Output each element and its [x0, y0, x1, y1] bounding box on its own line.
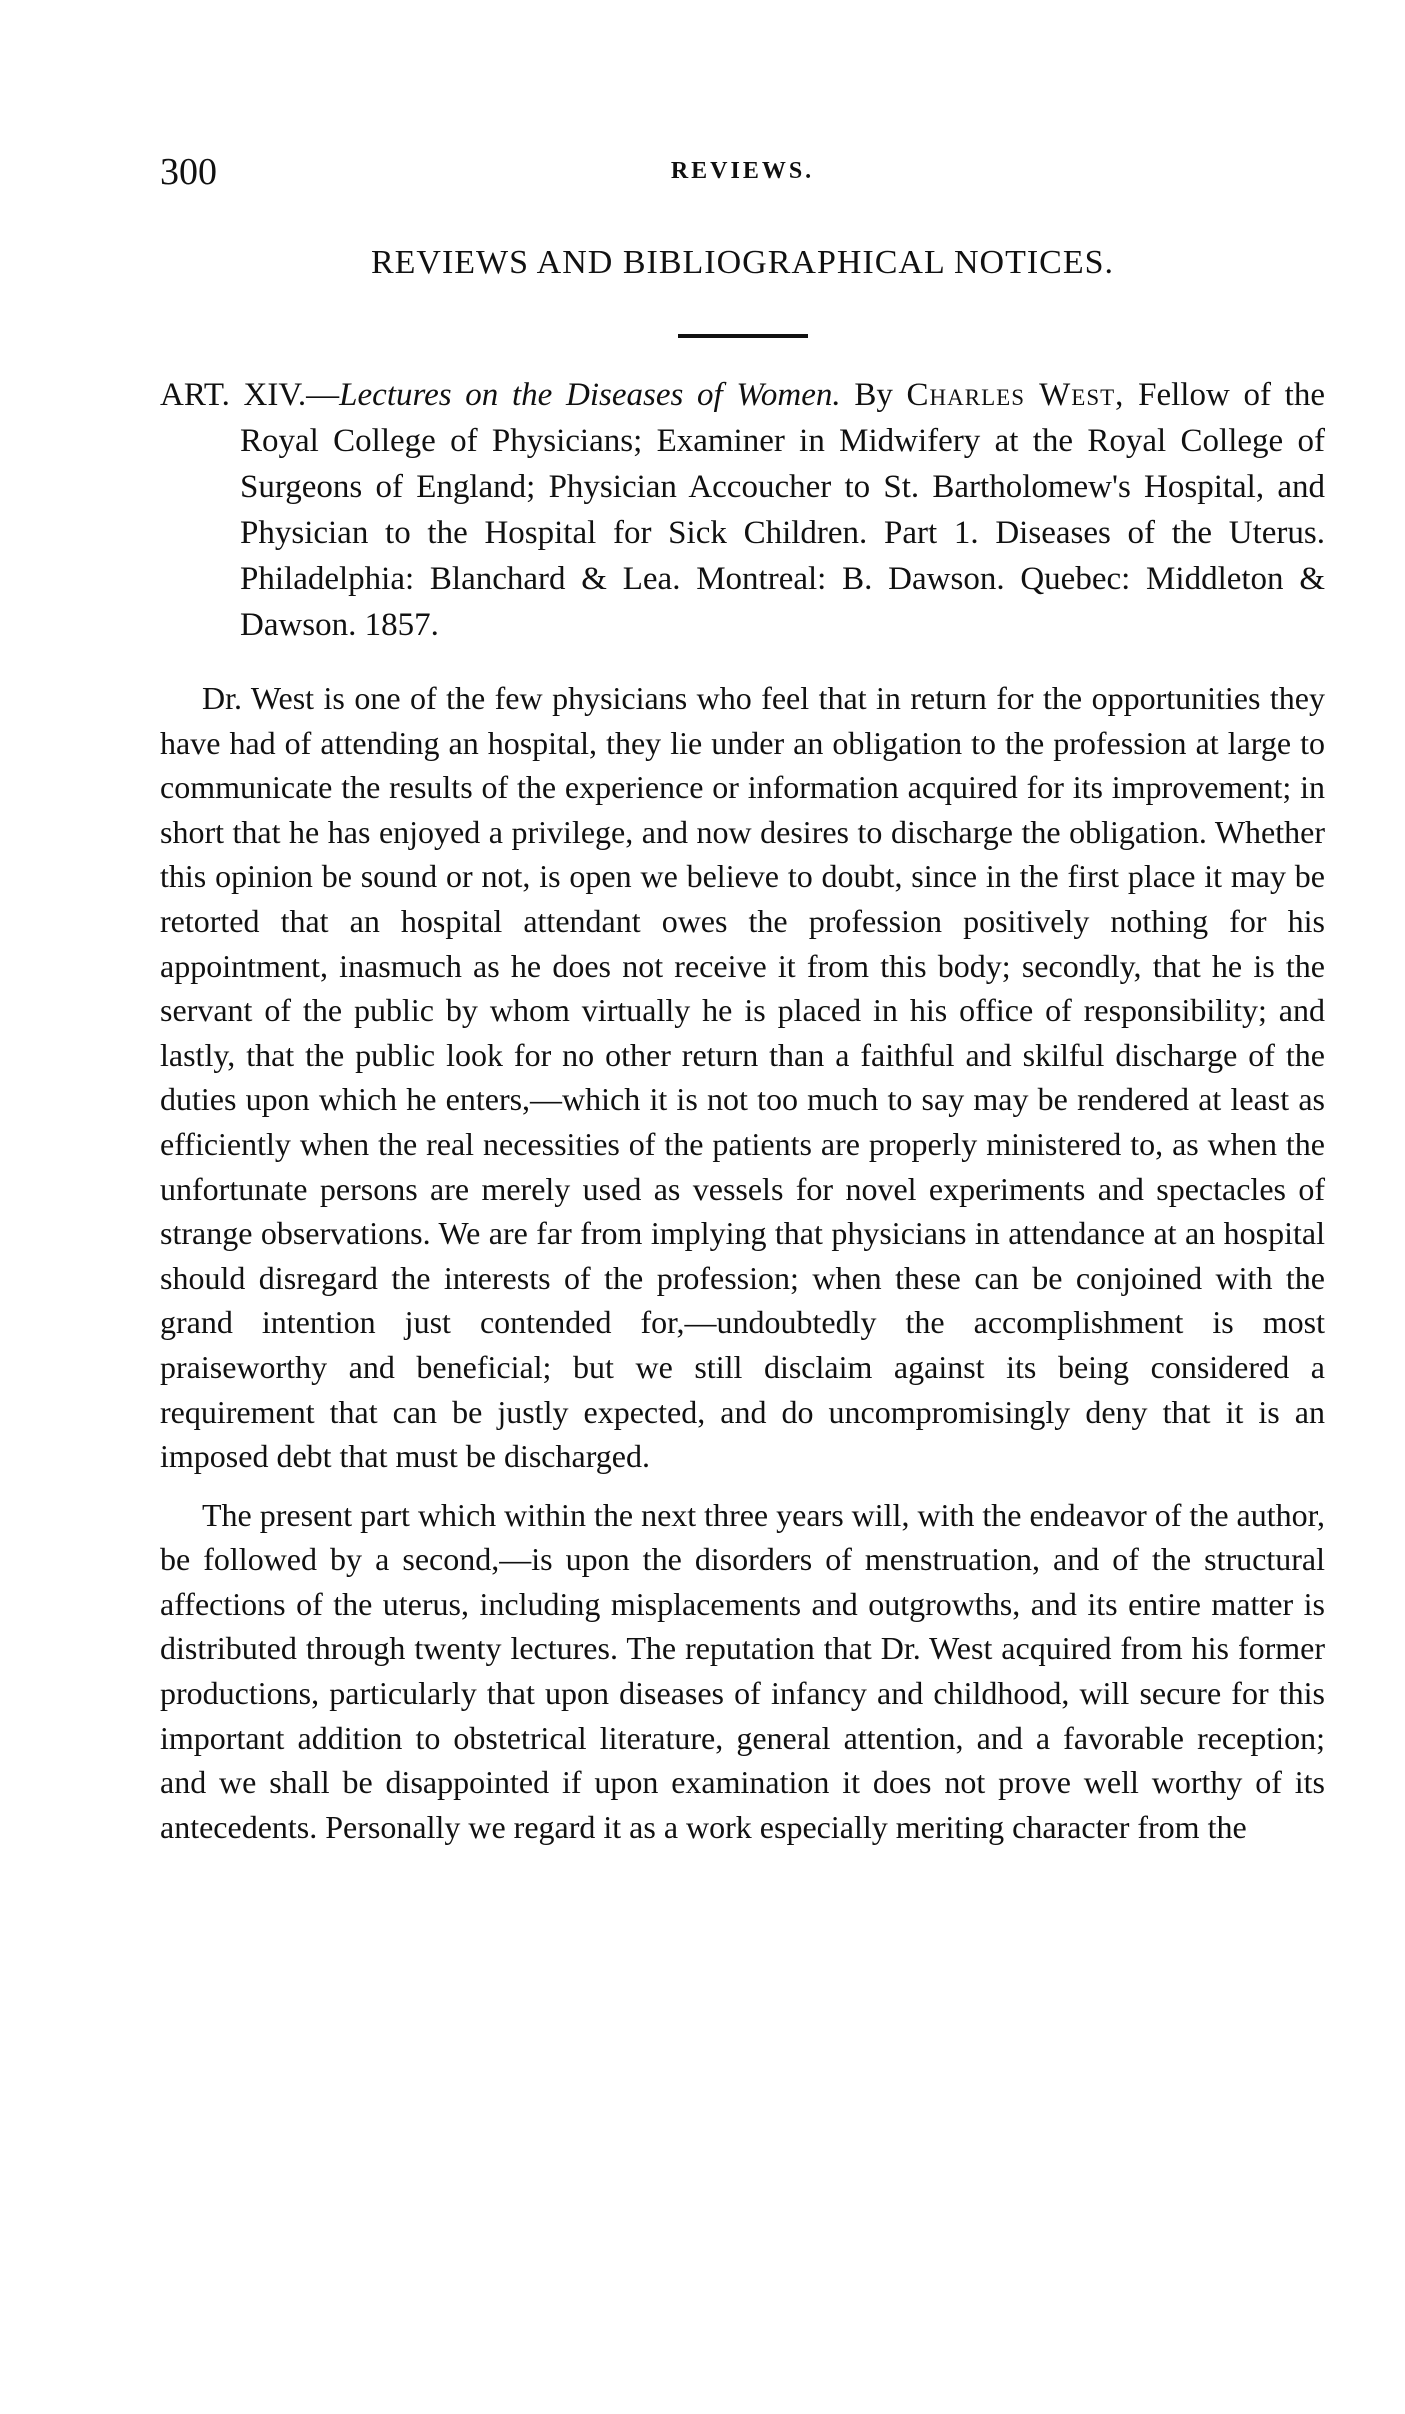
article-by: By	[840, 377, 907, 413]
article-author: Charles West,	[906, 377, 1125, 413]
article-heading	[160, 372, 1325, 648]
body-paragraph: The present part which within the next three years will, with the endeavor of the author, be followed by a second,—is upon the disorders of menstruation, and of the structural affections of the uterus, including misplacements and outgrowths, and its entire matter is distributed through twenty lectures. The reputation that Dr. West acquired from his former productions, particularly that upon diseases of infancy and childhood, will secure for this important addition to obstetrical literature, general attention, and a favorable reception; and we shall be disappointed if upon examination it does not prove well worthy of its antecedents. Personally we regard it as a work especially meriting character from the	[160, 1496, 1325, 1845]
article-details: Fellow of the Royal College of Physicians; Examiner in Midwifery at the Royal College of Surgeons of England; Physician Accoucher to St. Bartholomew's Hospital, and Physician to the Hospital for Sick Children. Part 1. Diseases of the Uterus. Philadelphia: Blanchard & Lea. Montreal: B. Dawson. Quebec: Middleton & Dawson. 1857.	[240, 377, 1325, 643]
section-title: REVIEWS AND BIBLIOGRAPHICAL NOTICES.	[370, 244, 1115, 281]
running-head-section: REVIEWS.	[670, 158, 815, 184]
page	[160, 150, 1325, 1849]
article-label: ART. XIV.—	[160, 377, 340, 413]
running-head	[160, 150, 1325, 210]
page-number: 300	[160, 151, 217, 193]
article-title: Lectures on the Diseases of Women.	[339, 377, 841, 413]
body-paragraph: Dr. West is one of the few physicians who feel that in return for the opportunities they have had of attending an hospital, they lie under an obligation to the profession at large to communicate the results of the experience or information acquired for its improvement; in short that he has enjoyed a privilege, and now desires to discharge the obligation. Whether this opinion be sound or not, is open we believe to doubt, since in the first place it may be retorted that an hospital attendant owes the profession positively nothing for his appointment, inasmuch as he does not receive it from this body; secondly, that he is the servant of the public by whom virtually he is placed in his office of responsibility; and lastly, that the public look for no other return than a faithful and skilful discharge of the duties upon which he enters,—which it is not too much to say may be rendered at least as efficiently when the real necessities of the patients are properly ministered to, as when the unfortunate persons are merely used as vessels for novel experiments and spectacles of strange observations. We are far from implying that physicians in attendance at an hospital should disregard the interests of the profession; when these can be conjoined with the grand intention just contended for,—undoubtedly the accomplishment is most praiseworthy and beneficial; but we still disclaim against its being considered a requirement that can be justly expected, and do uncompromisingly deny that it is an imposed debt that must be discharged.	[160, 680, 1325, 1475]
title-rule	[678, 334, 808, 338]
